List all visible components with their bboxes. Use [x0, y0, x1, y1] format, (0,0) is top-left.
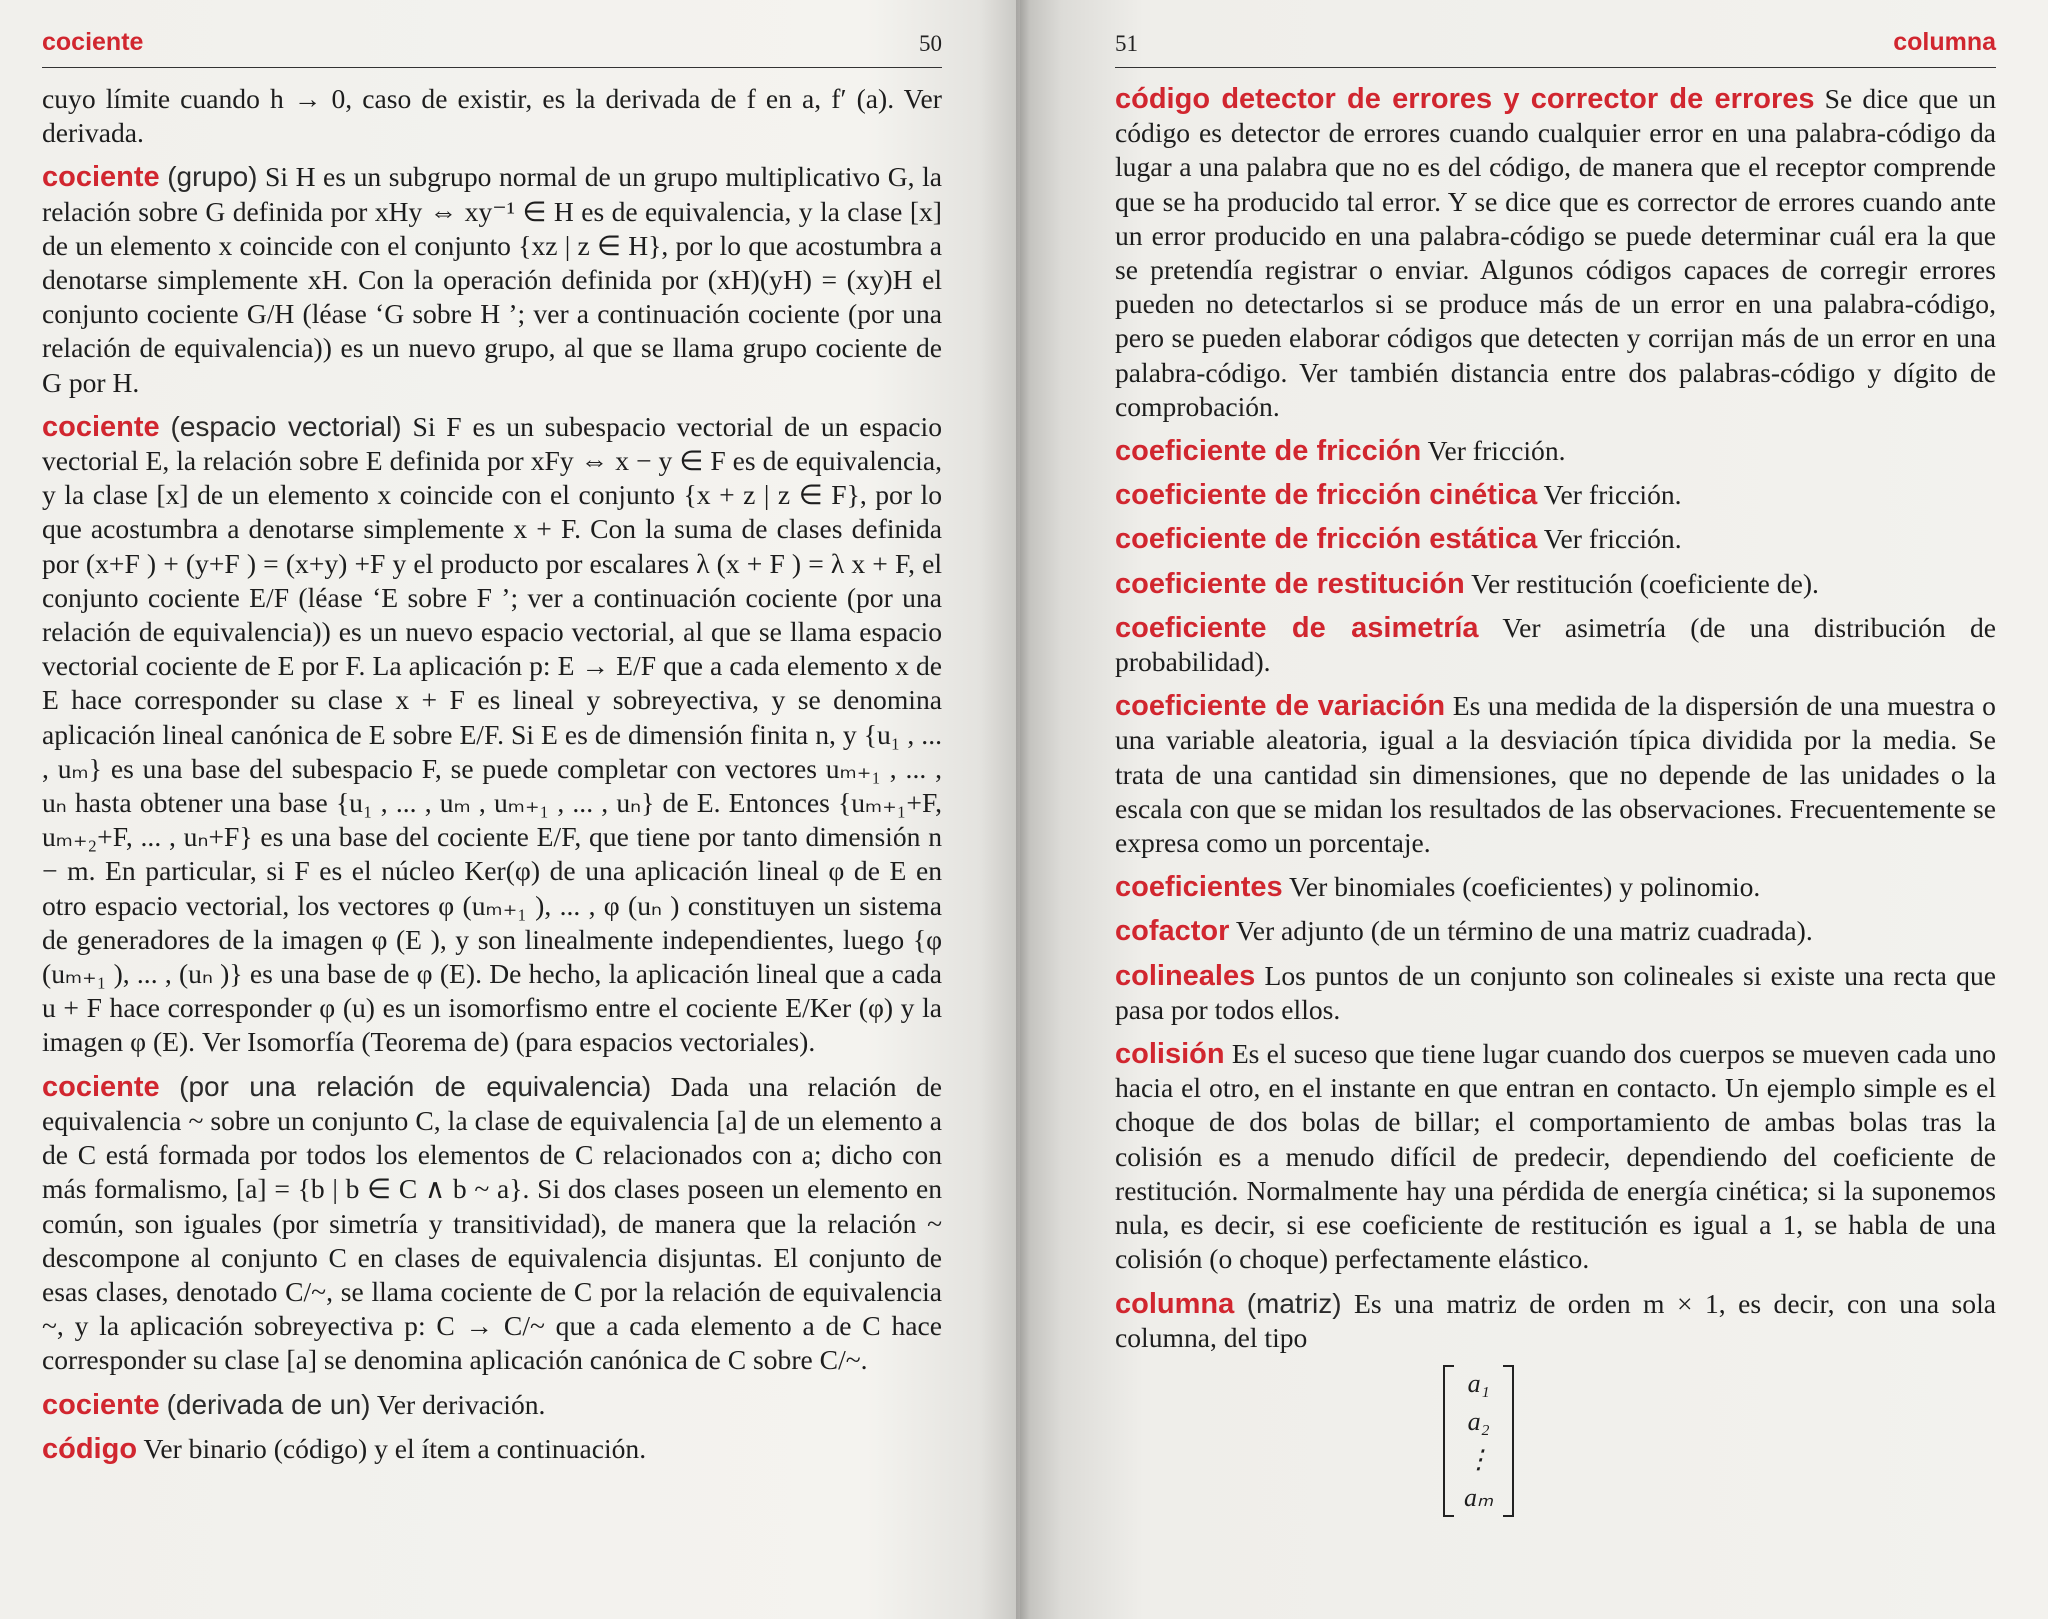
- entry-cociente-relacion-equivalencia: [42, 1070, 942, 1378]
- entry-qualifier: (espacio vectorial): [170, 410, 402, 442]
- entry-coef-restitucion: [1115, 567, 1996, 601]
- entry-headword: código: [42, 1432, 138, 1465]
- entry-text: Es una medida de la dispersión de una muestra o una variable aleatoria, igual a la desviación típica dividida por la media. Se trata de una cantidad sin dimensiones, que no depende de las unidades o la escala con que se midan los resultados de las observaciones. Frecuentemente se expresa como un porcentaje.: [1115, 690, 1996, 859]
- entry-text: Ver fricción.: [1427, 435, 1566, 467]
- entry-headword: cofactor: [1115, 915, 1230, 948]
- right-page-number: 51: [1115, 31, 1138, 56]
- right-page: [1020, 0, 2048, 1619]
- matrix-right-bracket: [1503, 1365, 1514, 1517]
- matrix-entry: ⋮: [1465, 1444, 1492, 1474]
- entry-text: Dada una relación de equivalencia ~ sobre un conjunto C, la clase de equivalencia [a] de un elemento a de C está formada por todos los elementos de C relacionados con a; dicho con más formalismo, [a] = {b | b ∈ C ∧ b ~ a}. Si dos clases poseen un elemento en común, son iguales (por simetría y transitividad), de manera que la relación ~ descompone al conjunto C en clases de equivalencia disjuntas. El conjunto de esas clases, denotado C/~, se llama cociente de C por la relación de equivalencia ~, y la aplicación sobreyectiva p: C → C/~ que a cada elemento a de C hace corresponder su clase [a] se denomina aplicación canónica de C sobre C/~.: [42, 1070, 943, 1376]
- entry-text: Los puntos de un conjunto son colineales si existe una recta que pasa por todos ellos.: [1115, 959, 1996, 1025]
- right-running-head: [1115, 0, 1996, 68]
- entry-cociente-derivada: [42, 1388, 942, 1422]
- entry-qualifier: (matriz): [1246, 1287, 1342, 1319]
- entry-headword: coeficiente de restitución: [1115, 567, 1465, 600]
- entry-headword: colineales: [1115, 959, 1256, 992]
- entry-qualifier: (grupo): [167, 161, 258, 193]
- matrix-entry: a₁: [1467, 1368, 1490, 1398]
- entry-coeficientes: [1115, 870, 1996, 904]
- entry-text: Ver fricción.: [1543, 523, 1682, 555]
- matrix-left-bracket: [1443, 1365, 1454, 1517]
- entry-text: Ver restitución (coeficiente de).: [1471, 567, 1819, 599]
- entry-cociente-grupo: [42, 160, 942, 399]
- entry-text: Ver fricción.: [1543, 479, 1682, 511]
- entry-headword: cociente: [42, 1388, 160, 1421]
- entry-coef-friccion: [1115, 434, 1996, 468]
- left-page: [0, 0, 1020, 1619]
- left-running-head: [42, 0, 942, 68]
- entry-headword: cociente: [42, 410, 160, 443]
- entry-coef-asimetria: [1115, 611, 1996, 679]
- entry-text: Si F es un subespacio vectorial de un espacio vectorial E, la relación sobre E definida por xFy ⇔ x − y ∈ F es de equivalencia, y la clase [x] de un elemento x coincide con el conjunto {x + z | z ∈ F}, por lo que acostumbra a denotarse simplemente x + F. Con la suma de clases definida por (x+F ) + (y+F ) = (x+y) +F y el producto por escalares λ (x + F ) = λ x + F, el conjunto cociente E/F (léase ‘E sobre F ’; ver a continuación cociente (por una relación de equivalencia)) es un nuevo espacio vectorial, al que se llama espacio vectorial cociente de E por F. La aplicación p: E → E/F que a cada elemento x de E hace corresponder su clase x + F es lineal y sobreyectiva, y se denomina aplicación lineal canónica de E sobre E/F. Si E es de dimensión finita n, y {u₁ , ... , uₘ} es una base del subespacio F, se puede completar con vectores uₘ₊₁ , ... , uₙ hasta obtener una base {u₁ , ... , uₘ , uₘ₊₁ , ... , uₙ} de E. Entonces {uₘ₊₁+F, uₘ₊₂+F, ... , uₙ+F} es una base del cociente E/F, que tiene por tanto dimensión n − m. En particular, si F es el núcleo Ker(φ) de una aplicación lineal φ de E en otro espacio vectorial, los vectores φ (uₘ₊₁ ), ... , φ (uₙ ) constituyen un sistema de generadores de la imagen φ (E ), y son linealmente independientes, luego {φ (uₘ₊₁ ), ... , (uₙ )} es una base de φ (E). De hecho, la aplicación lineal que a cada u + F hace corresponder φ (u) es un isomorfismo entre el cociente E/Ker (φ) y la imagen φ (E). Ver Isomorfía (Teorema de) (para espacios vectoriales).: [42, 410, 942, 1058]
- entry-text: Ver derivación.: [376, 1388, 546, 1420]
- entry-text: cuyo límite cuando h → 0, caso de existir, es la derivada de f en a, f′ (a). Ver derivada.: [42, 83, 942, 149]
- entry-headword: coeficientes: [1115, 871, 1283, 904]
- entry-codigo-detector: [1115, 82, 1996, 424]
- entry-headword: cociente: [42, 161, 160, 194]
- entry-continuation: [42, 82, 942, 150]
- left-running-head-word: cociente: [42, 28, 144, 56]
- entry-coef-friccion-cinetica: [1115, 478, 1996, 512]
- entry-cociente-espacio-vectorial: [42, 410, 942, 1060]
- entry-text: Es el suceso que tiene lugar cuando dos cuerpos se mueven cada uno hacia el otro, en el instante en que entran en contacto. Un ejemplo simple es el choque de dos bolas de billar; el comportamiento de ambas bolas tras la colisión es a menudo difícil de predecir, dependiendo del coeficiente de restitución. Normalmente hay una pérdida de energía cinética; si la suponemos nula, es decir, si ese coeficiente de restitución es igual a 1, se habla de una colisión (o choque) perfectamente elástico.: [1115, 1038, 1997, 1275]
- matrix-cells: [1454, 1365, 1503, 1517]
- entry-columna: [1115, 1287, 1996, 1355]
- entry-qualifier: (derivada de un): [166, 1388, 371, 1420]
- matrix-entry: a₂: [1467, 1406, 1490, 1436]
- entry-text: Ver asimetría (de una distribución de probabilidad).: [1115, 611, 1996, 678]
- entry-headword: cociente: [42, 1070, 160, 1103]
- entry-text: Se dice que un código es detector de errores cuando cualquier error en una palabra-código da lugar a una palabra que no es del código, de manera que el receptor comprende que se ha producido tal error. Y se dice que es corrector de errores cuando ante un error producido en una palabra-código se puede determinar cuál era la que se pretendía registrar o enviar. Algunos códigos capaces de corregir errores pueden no detectarlos si se produce más de un error en una palabra-código, pero se pueden elaborar códigos que detecten y corrijan más de un error en una palabra-código. Ver también distancia entre dos palabras-código y dígito de comprobación.: [1115, 83, 1996, 422]
- entry-colision: [1115, 1037, 1996, 1276]
- entry-headword: columna: [1115, 1287, 1235, 1320]
- matrix-entry: aₘ: [1464, 1482, 1494, 1512]
- left-page-number: 50: [919, 31, 942, 56]
- entry-text: Ver binario (código) y el ítem a continuación.: [143, 1432, 647, 1464]
- entry-headword: coeficiente de fricción cinética: [1115, 479, 1538, 512]
- entry-colineales: [1115, 959, 1996, 1027]
- entry-qualifier: (por una relación de equivalencia): [179, 1070, 652, 1102]
- entry-headword: colisión: [1115, 1038, 1225, 1071]
- entry-text: Es una matriz de orden m × 1, es decir, con una sola columna, del tipo: [1115, 1287, 1996, 1353]
- right-running-head-word: columna: [1893, 28, 1996, 56]
- entry-headword: código detector de errores y corrector de errores: [1115, 83, 1815, 115]
- entry-text: Si H es un subgrupo normal de un grupo multiplicativo G, la relación sobre G definida por xHy ⇔ xy⁻¹ ∈ H es de equivalencia, y la clase [x] de un elemento x coincide con el conjunto {xz | z ∈ H}, por lo que acostumbra a denotarse simplemente xH. Con la operación definida por (xH)(yH) = (xy)H el conjunto cociente G/H (léase ‘G sobre H ’; ver a continuación cociente (por una relación de equivalencia)) es un nuevo grupo, al que se llama grupo cociente de G por H.: [42, 161, 942, 398]
- entry-coef-variacion: [1115, 689, 1996, 860]
- entry-text: Ver adjunto (de un término de una matriz cuadrada).: [1235, 915, 1813, 947]
- column-matrix: [1443, 1365, 1996, 1517]
- entry-coef-friccion-estatica: [1115, 522, 1996, 556]
- entry-headword: coeficiente de fricción: [1115, 435, 1422, 468]
- entry-headword: coeficiente de fricción estática: [1115, 523, 1538, 556]
- entry-cofactor: [1115, 914, 1996, 948]
- entry-text: Ver binomiales (coeficientes) y polinomio.: [1289, 871, 1761, 903]
- entry-codigo: [42, 1432, 942, 1466]
- entry-headword: coeficiente de variación: [1115, 690, 1446, 723]
- entry-headword: coeficiente de asimetría: [1115, 611, 1479, 644]
